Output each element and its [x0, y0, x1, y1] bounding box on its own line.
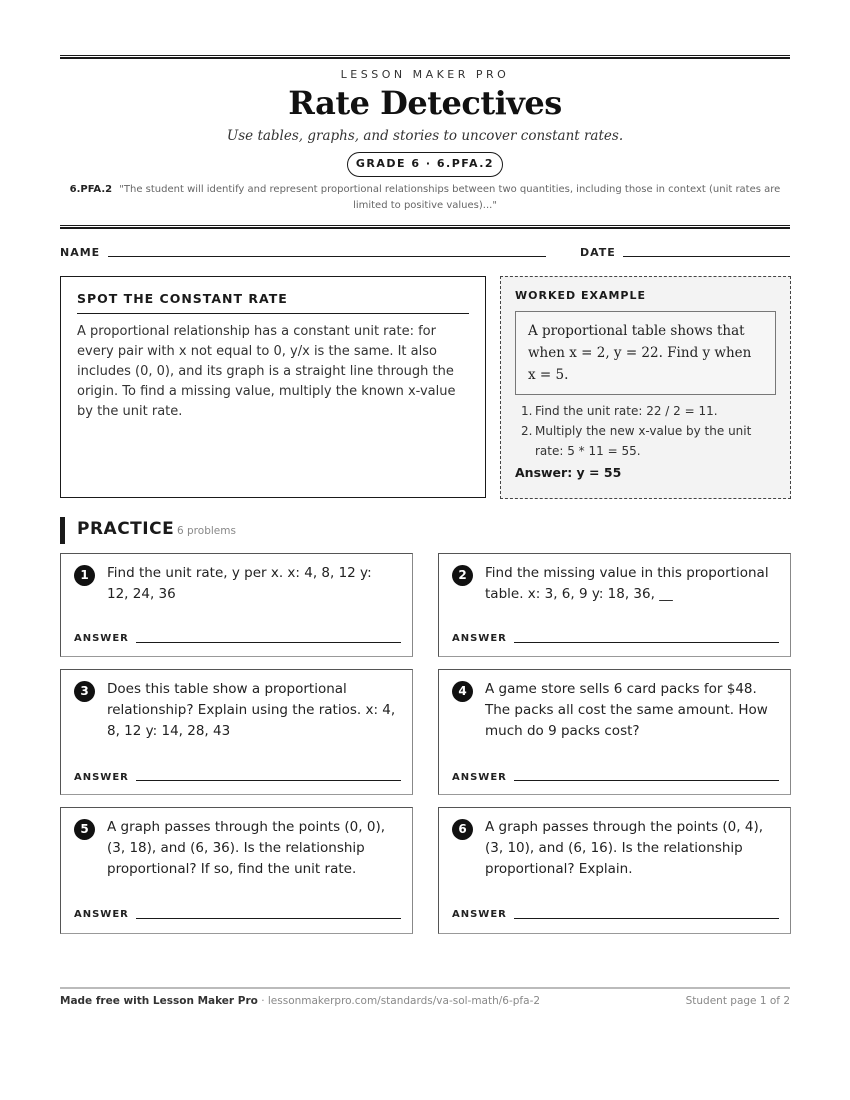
answer-field[interactable] [136, 780, 401, 781]
problem-card-3 [60, 669, 413, 795]
page-indicator: Student page 1 of 2 [685, 995, 790, 1007]
answer-label: ANSWER [452, 633, 507, 644]
problem-text: A graph passes through the points (0, 0), (3, 18), and (6, 36). Is the relationship proportional? If so, find the unit rate. [107, 819, 385, 877]
footer-made-with: Made free with Lesson Maker Pro [60, 995, 258, 1007]
problem-card-4 [438, 669, 791, 795]
problem-number: 6 [452, 819, 473, 840]
problem-number: 4 [452, 681, 473, 702]
answer-label: ANSWER [74, 772, 129, 783]
footer-rule [60, 987, 790, 989]
worksheet-title: Rate Detectives [288, 84, 562, 122]
brand-name: LESSON MAKER PRO [340, 68, 510, 81]
worksheet-subtitle: Use tables, graphs, and stories to uncover constant rates. [226, 128, 624, 144]
standard-text: "The student will identify and represent proportional relationships between two quantities, including those in context (unit rates are limited to positive values)..." [119, 184, 781, 211]
answer-field[interactable] [514, 642, 779, 643]
problem-text: A game store sells 6 card packs for $48. The packs all cost the same amount. How much do 9 packs cost? [485, 681, 768, 739]
practice-count: 6 problems [177, 525, 236, 537]
example-problem: A proportional table shows that when x = 2, y = 22. Find y when x = 5. [515, 311, 776, 395]
worked-example-heading: WORKED EXAMPLE [515, 289, 646, 302]
problem-text: Find the unit rate, y per x. x: 4, 8, 12 y: 12, 24, 36 [107, 565, 372, 602]
concept-body: A proportional relationship has a constant unit rate: for every pair with x not equal to 0, y/x is the same. It also includes (0, 0), and its graph is a straight line through the origin. To find a missing value, multiply the known x-value by the unit rate. [77, 324, 456, 419]
date-field[interactable] [623, 256, 790, 257]
worked-example-box [500, 276, 791, 499]
date-label: DATE [580, 246, 616, 259]
answer-label: ANSWER [452, 909, 507, 920]
section-accent-bar [60, 517, 65, 544]
problem-card-6 [438, 807, 791, 934]
problem-card-2 [438, 553, 791, 657]
problem-number: 5 [74, 819, 95, 840]
problem-number: 3 [74, 681, 95, 702]
example-step: 2. Multiply the new x-value by the unit rate: 5 * 11 = 55. [521, 424, 752, 458]
practice-title: PRACTICE [77, 519, 175, 539]
answer-label: ANSWER [74, 633, 129, 644]
answer-label: ANSWER [452, 772, 507, 783]
grade-badge: GRADE 6 · 6.PFA.2 [347, 152, 503, 177]
name-label: NAME [60, 246, 101, 259]
name-field[interactable] [108, 256, 546, 257]
problem-card-5 [60, 807, 413, 934]
footer-credit [60, 995, 540, 1007]
example-steps [515, 401, 776, 461]
answer-field[interactable] [136, 918, 401, 919]
problem-card-1 [60, 553, 413, 657]
concept-heading: SPOT THE CONSTANT RATE [77, 291, 469, 314]
standard-code: 6.PFA.2 [69, 184, 113, 195]
answer-field[interactable] [514, 780, 779, 781]
problem-number: 1 [74, 565, 95, 586]
problem-text: A graph passes through the points (0, 4), (3, 10), and (6, 16). Is the relationship proportional? Explain. [485, 819, 763, 877]
problem-text: Does this table show a proportional relationship? Explain using the ratios. x: 4, 8, 12 y: 14, 28, 43 [107, 681, 396, 739]
footer-separator: · [257, 995, 268, 1007]
standard-description [66, 182, 784, 214]
problem-text: Find the missing value in this proportional table. x: 3, 6, 9 y: 18, 36, __ [485, 565, 769, 602]
problem-number: 2 [452, 565, 473, 586]
footer-url[interactable]: lessonmakerpro.com/standards/va-sol-math/6-pfa-2 [267, 995, 541, 1007]
example-step: 1. Find the unit rate: 22 / 2 = 11. [521, 404, 718, 418]
header-top-rule [60, 55, 790, 59]
answer-field[interactable] [136, 642, 401, 643]
example-answer: Answer: y = 55 [515, 465, 622, 480]
answer-field[interactable] [514, 918, 779, 919]
concept-box [60, 276, 486, 498]
header-bottom-rule [60, 225, 790, 229]
answer-label: ANSWER [74, 909, 129, 920]
